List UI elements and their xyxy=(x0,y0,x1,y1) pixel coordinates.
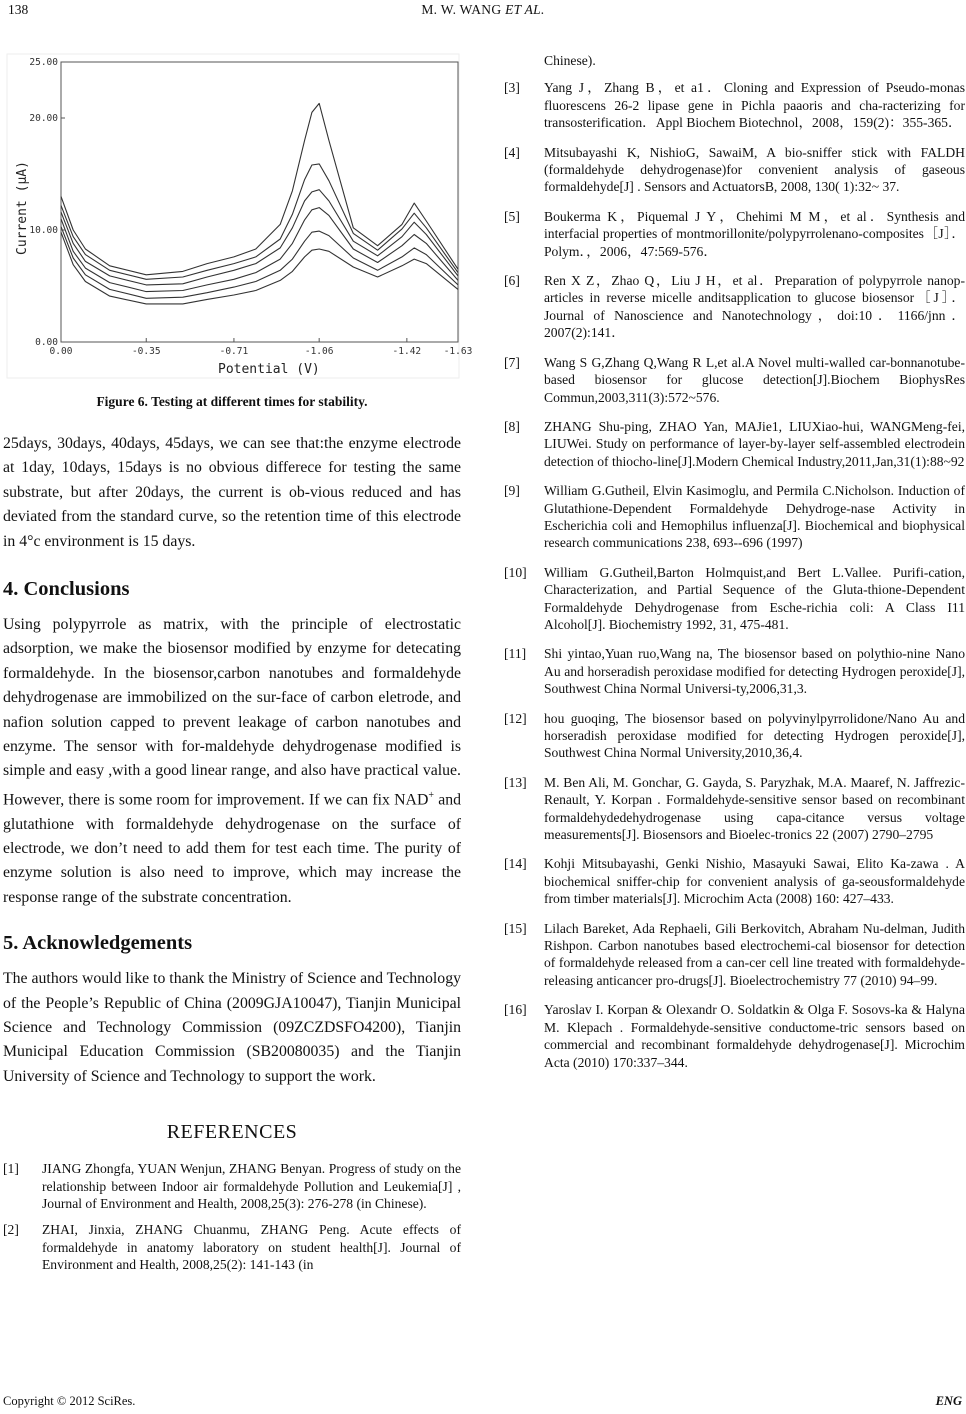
nad-superscript: + xyxy=(428,789,434,801)
x-tick-label: -1.63 xyxy=(443,346,473,357)
reference-item xyxy=(3,1221,461,1273)
running-header xyxy=(0,0,966,22)
reference-number: [16] xyxy=(504,1002,527,1018)
reference-number: [2] xyxy=(3,1222,19,1238)
journal-name: ENG xyxy=(935,1394,962,1408)
reference-item xyxy=(504,208,965,260)
stability-chart xyxy=(3,40,473,380)
reference-text: Kohji Mitsubayashi, Genki Nishio, Masayuki Sawai, Elito Ka-zawa . A biochemical sniffer-chip for convenient analysis of ga-seousformaldehyde from timber materials[J]. Microchim Acta (2008) 160: 427–433. xyxy=(544,856,965,907)
reference-number: [3] xyxy=(504,80,520,96)
reference-text: Mitsubayashi K, NishioG, SawaiM, A bio-sniffer stick with FALDH (formaldehyde dehydrogenase)for convenient analysis of gaseous formaldehyde[J] . Sensors and ActuatorsB, 2008, 130( 1):32~ 37. xyxy=(544,144,965,195)
reference-number: [6] xyxy=(504,273,520,289)
reference-item xyxy=(504,272,965,342)
x-tick-label: -1.42 xyxy=(392,346,422,357)
reference-item xyxy=(504,144,965,196)
reference-item xyxy=(504,855,965,907)
figure-border xyxy=(7,54,459,378)
x-tick-label: 0.00 xyxy=(49,346,73,357)
reference-text: JIANG Zhongfa, YUAN Wenjun, ZHANG Benyan. Progress of study on the relationship between Indoor air formaldehyde Pollution and Leukemia[J] , Journal of Environment and Health, 2008,25(3): 276-278 (in Chinese). xyxy=(42,1161,461,1212)
reference-number: [13] xyxy=(504,774,527,790)
reference-number: [8] xyxy=(504,418,520,434)
reference-text: Shi yintao,Yuan ruo,Wang na, The biosensor based on polythio-nine Nano Au and horseradish peroxidase modified for detecting Hydrogen peroxide[J], Southwest China Normal Universi-ty,2006,31,3. xyxy=(544,646,965,697)
reference-text: William G.Gutheil,Barton Holmquist,and Bert L.Vallee. Purifi-cation, Characterization, and Partial Sequence of the Gluta-thione-Dependent Formaldehyde Dehydrogenase from Esche-richia coli: A Class I11 Alcohol[J]. Biochemistry 1992, 31, 475-481. xyxy=(544,564,965,632)
reference-text: hou guoqing, The biosensor based on polyvinylpyrrolidone/Nano Au and horseradish peroxidase modified for detecting Hydrogen peroxide[J], Southwest China Normal University,2010,36,4. xyxy=(544,710,965,761)
reference-number: [11] xyxy=(504,646,527,662)
copyright: Copyright © 2012 SciRes. xyxy=(3,1394,136,1408)
reference-number: [14] xyxy=(504,856,527,872)
reference-text: Yaroslav I. Korpan & Olexandr O. Soldatkin & Olga F. Sosovs-ka & Halyna M. Klepach . Formaldehyde-sensitive conductome-tric sensors based on commercial and recombinant formaldehyde dehydrogenase[J]. Microchim Acta (2010) 170:337–344. xyxy=(544,1002,965,1070)
reference-text: Ren X Z，Zhao Q，Liu J H，et al．Preparation of polypyrrole nanop-articles in reverse micelle anditsapplication to glucose biosensor［J］．Journal of Nanoscience and Nanotechnology，doi:10．1166/jnn．2007(2):141． xyxy=(544,273,965,341)
reference-text: Boukerma K，Piquemal J Y，Chehimi M M，et al．Synthesis and interfacial properties of montmorillonite/polypyrrolenano-composites［J］．Polym．，2006，47:569-576． xyxy=(544,208,965,259)
reference-number: [1] xyxy=(3,1161,19,1177)
paragraph-conclusions xyxy=(3,613,461,910)
reference-item xyxy=(504,354,965,406)
reference-number: [9] xyxy=(504,483,520,499)
reference-text: Chinese). xyxy=(544,53,596,68)
page-number: 138 xyxy=(8,2,29,17)
heading-acknowledgements: 5. Acknowledgements xyxy=(3,932,193,955)
plot-area xyxy=(61,62,458,342)
series-line xyxy=(61,103,458,274)
reference-item xyxy=(504,418,965,470)
paragraph-stability: 25days, 30days, 40days, 45days, we can see that:the enzyme electrode at 1day, 10days, 15days is no obvious differece for testing the same substrate, but after 20days, the current is ob-vious reduced and has deviated from the standard curve, so the retention time of this electrode in 4°c environment is 15 days. xyxy=(3,435,461,550)
references-title: REFERENCES xyxy=(166,1121,298,1144)
x-axis-label: Potential (V) xyxy=(218,362,320,377)
series-line xyxy=(61,164,458,279)
reference-item xyxy=(504,1001,965,1071)
reference-item xyxy=(504,710,965,762)
reference-number: [10] xyxy=(504,564,527,580)
x-tick-label: -1.06 xyxy=(304,346,334,357)
reference-item xyxy=(3,1160,461,1212)
y-axis-label: Current (μA) xyxy=(15,161,30,255)
reference-number: [5] xyxy=(504,208,520,224)
reference-item xyxy=(504,920,965,990)
figure-caption: Figure 6. Testing at different times for stability. xyxy=(96,394,368,409)
y-tick-label: 25.00 xyxy=(29,57,58,68)
reference-text: William G.Gutheil, Elvin Kasimoglu, and Permila C.Nicholson. Induction of Glutathione-Dependent Formaldehyde Dehydroge-nase Activity in Escherichia coli and Hemophilus influenza[J]. Biochemical and biophysical research communications 238, 693--696 (1997) xyxy=(544,483,965,551)
references-right xyxy=(504,79,965,1071)
reference-item xyxy=(504,645,965,697)
references-left xyxy=(3,1160,461,1273)
y-tick-label: 0.00 xyxy=(35,337,58,348)
x-tick-label: -0.35 xyxy=(131,346,161,357)
conclusions-text-a: Using polypyrrole as matrix, with the principle of electrostatic adsorption, we make the biosensor modified by enzyme for detecating formaldehyde. In the biosensor,carbon nanotubes and formaldehyde dehydrogenase are immobilized on the sur-face of carbon eletrode, and nafion solution capped to prevent leakage of carbon nanotubes and enzyme. The sensor with for-maldehyde dehydrogenase modified is simple and easy ,with a good linear range, and also have practical value. However, there is some room for improvement. If we can fix NAD xyxy=(3,616,461,809)
reference-number: [15] xyxy=(504,920,527,936)
running-head-authors: M. W. WANG xyxy=(421,2,502,17)
reference-number: [12] xyxy=(504,710,527,726)
conclusions-text-b: and glutathione with formaldehyde dehydrogenase on the surface of electrode, we don’t need to add them for test each time. The purity of enzyme solution is also need to improve, which may increase the response range of the substrate concentration. xyxy=(3,791,461,906)
reference-text: Yang J，Zhang B，et a1．Cloning and Expression of Pseudo-monas fluorescens 26-2 lipase gene in Pichla paaoris and cha-racterizing for transosterification．Appl Biochem Biotechnol，2008，159(2)：355-365． xyxy=(544,80,965,131)
reference-text: ZHANG Shu-ping, ZHAO Yan, MAJie1, LIUXiao-hui, WANGMeng-fei, LIUWei. Study on performance of layer-by-layer self-assembled electrodein detection of thiocho-line[J].Modern Chemical Industry,2011,Jan,31(1):88~92 xyxy=(544,418,965,469)
reference-item xyxy=(504,564,965,634)
paragraph-acknowledgements: The authors would like to thank the Ministry of Science and Technology of the People’s Republic of China (2009GJA10047), Tianjin Municipal Science and Technology Commission (09ZCZDSFO4200), Tianjin Municipal Education Commission (SB20080035) and the Tianjin University of Science and Technology to support the work. xyxy=(3,970,461,1085)
reference-text: Lilach Bareket, Ada Rephaeli, Gili Berkovitch, Abraham Nu-delman, Judith Rishpon. Carbon nanotubes based electrochemi-cal biosensor for detection of formaldehyde released from a can-cer cell line treated with formaldehyde-releasing anticancer pro-drugs[J]. Bioelectrochemistry 77 (2010) 94–99. xyxy=(544,920,965,988)
reference-text: ZHAI, Jinxia, ZHANG Chuanmu, ZHANG Peng. Acute effects of formaldehyde in anatomy laboratory on student health[J]. Journal of Environment and Health, 2008,25(2): 141-143 (in xyxy=(42,1222,461,1273)
reference-item xyxy=(504,774,965,844)
y-tick-label: 10.00 xyxy=(29,225,58,236)
figure-6 xyxy=(3,40,473,380)
x-tick-label: -0.71 xyxy=(219,346,249,357)
left-column xyxy=(3,40,473,1283)
reference-item xyxy=(504,79,965,131)
y-tick-label: 20.00 xyxy=(29,113,58,124)
running-head xyxy=(0,2,966,18)
reference-number: [7] xyxy=(504,354,520,370)
reference-text: M. Ben Ali, M. Gonchar, G. Gayda, S. Paryzhak, M.A. Maaref, N. Jaffrezic-Renault, Y. Korpan . Formaldehyde-sensitive sensor based on recombinant formaldehydedehydrogenase using capa-citance versus voltage measurements[J]. Biosensors and Bioelec-tronics 22 (2007) 2790–2795 xyxy=(544,774,965,843)
reference-number: [4] xyxy=(504,144,520,160)
right-column xyxy=(504,52,965,1083)
series-line xyxy=(61,227,458,299)
reference-continuation xyxy=(504,52,965,69)
reference-item xyxy=(504,482,965,552)
running-head-etal: ET AL. xyxy=(505,2,545,17)
heading-conclusions: 4. Conclusions xyxy=(3,578,130,601)
reference-text: Wang S G,Zhang Q,Wang R L,et al.A Novel multi-walled car-bonnanotube-based biosensor for glucose detection[J].Biochem BiophysRes Commun,2003,311(3):572~576. xyxy=(544,354,965,405)
